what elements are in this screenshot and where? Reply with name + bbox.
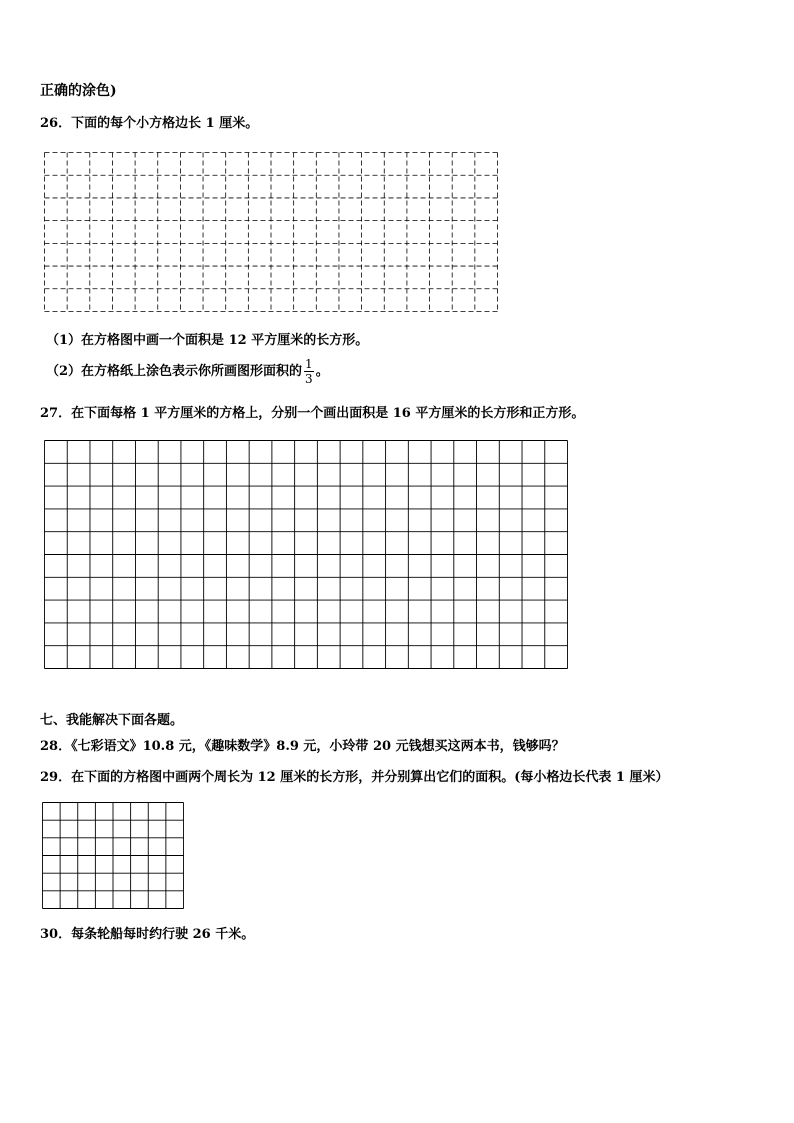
question-27-label: 27．在下面每格 1 平方厘米的方格上，分别一个画出面积是 16 平方厘米的长方形和正方形。 (40, 406, 585, 421)
fraction-numerator: 1 (305, 357, 313, 371)
question-27-solid-grid (44, 440, 568, 669)
question-26-part-1: （1）在方格图中画一个面积是 12 平方厘米的长方形。 (46, 333, 369, 348)
question-26-part-2-prefix: （2）在方格纸上涂色表示你所画图形面积的 (46, 364, 303, 379)
fraction-denominator: 3 (305, 372, 313, 386)
question-30: 30．每条轮船每时约行驶 26 千米。 (40, 927, 255, 942)
one-third-fraction (304, 358, 314, 385)
question-29-label: 29．在下面的方格图中画两个周长为 12 厘米的长方形，并分别算出它们的面积。(每小格边长代表 1 厘米） (40, 770, 669, 785)
section-7-heading: 七、我能解决下面各题。 (40, 713, 184, 728)
question-26-dashed-grid (44, 152, 498, 312)
question-28: 28．《七彩语文》10.8 元，《趣味数学》8.9 元，小玲带 20 元钱想买这两本书，钱够吗？ (40, 739, 565, 754)
section-header-fragment: 正确的涂色) (40, 83, 117, 99)
question-26-part-2-suffix: 。 (315, 364, 329, 379)
question-29-solid-grid (42, 802, 184, 909)
question-26-label: 26．下面的每个小方格边长 1 厘米。 (40, 116, 259, 131)
question-26-part-2 (46, 358, 329, 385)
